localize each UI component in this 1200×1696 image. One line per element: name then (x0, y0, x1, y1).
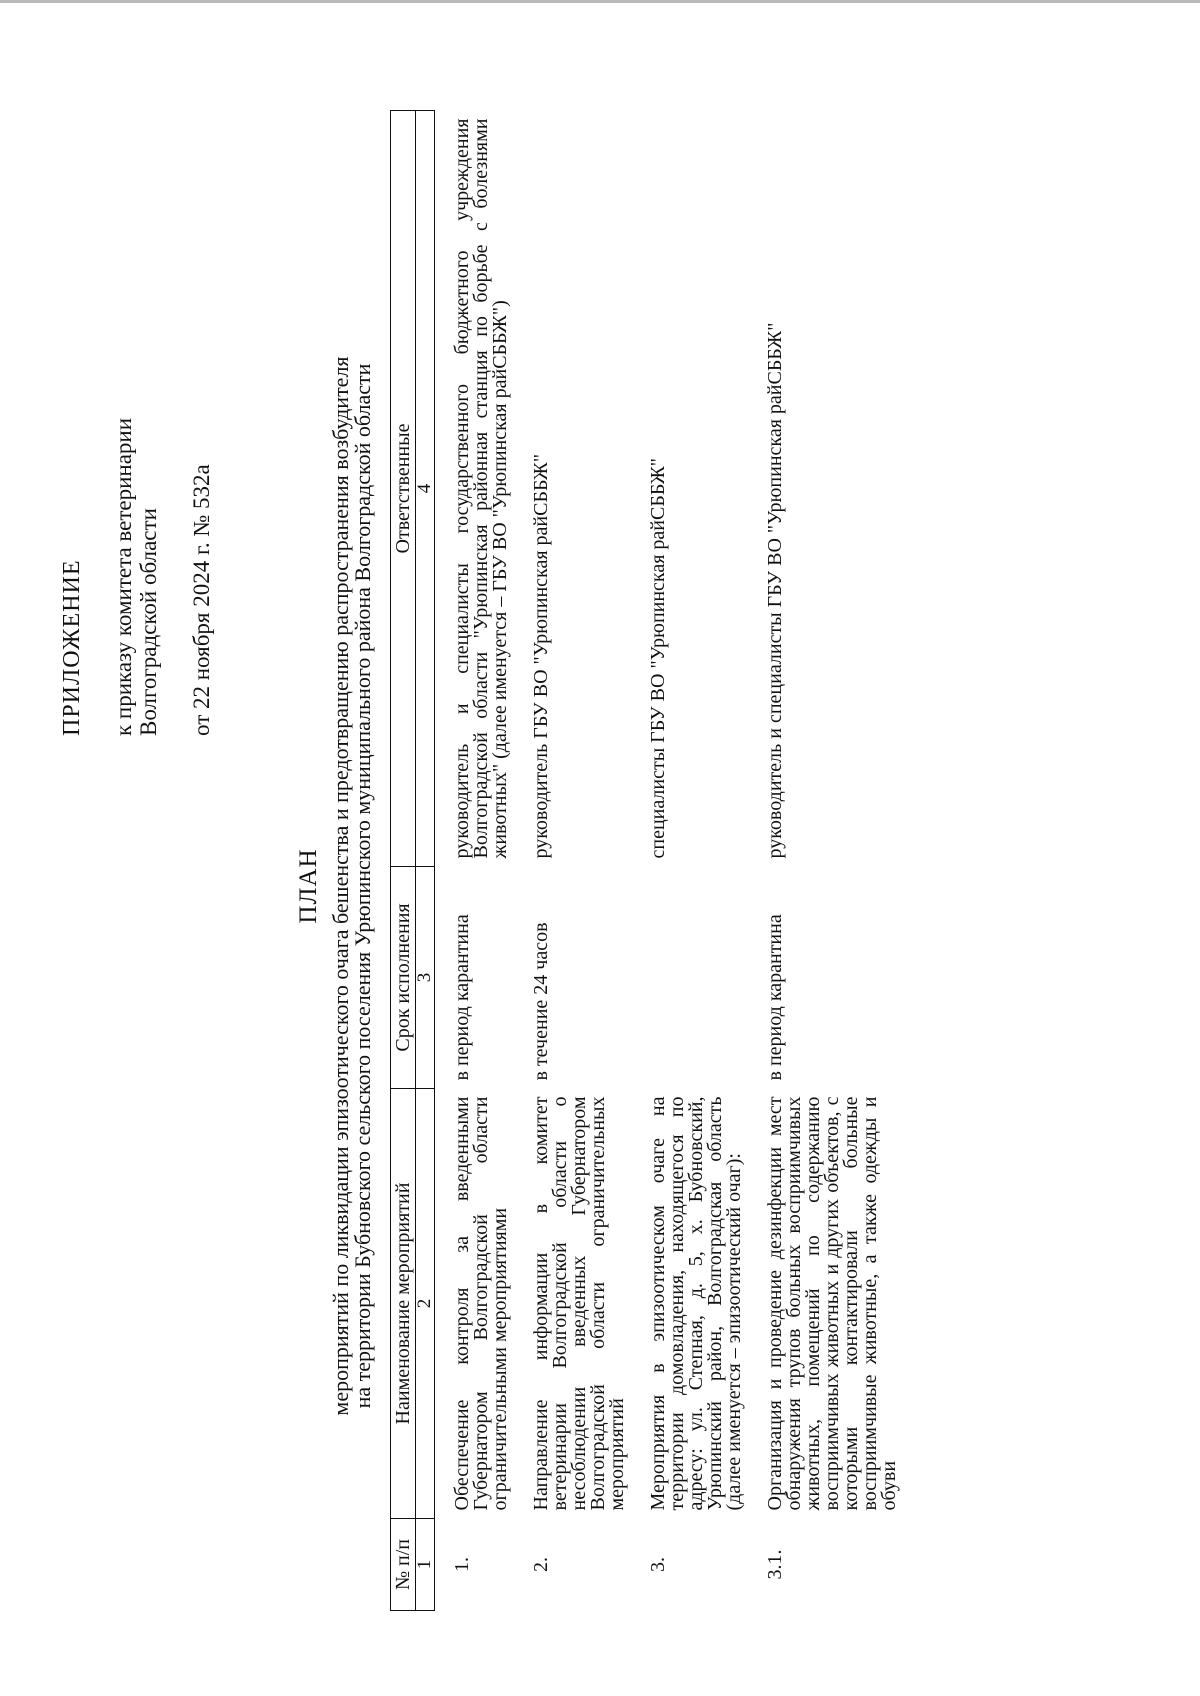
row-number: 3.1. (764, 1549, 786, 1580)
header-num: № п/п (391, 1519, 416, 1611)
column-number: 3 (416, 867, 435, 1089)
column-number: 2 (416, 1089, 435, 1519)
appendix-line-1: к приказу комитета ветеринарии (111, 417, 136, 736)
plan-title: ПЛАН (295, 848, 322, 924)
row-number: 3. (647, 1557, 669, 1572)
table-row (532, 111, 649, 1611)
row-name: Мероприятия в эпизоотическом очаге на территории домовладения, находящегося по адресу: ул. Степная, д. 5, х. Бубновский, Урюпинский район, Волгоградская область (далее именуется – эпизоотический очаг): (647, 1096, 745, 1511)
scan-edge (0, 0, 1200, 3)
plan-subtitle-line-1: мероприятий по ликвидации эпизоотического очага бешенства и предотвращению распространения возбудителя (328, 356, 353, 1416)
table-header-row (391, 111, 416, 1611)
row-number: 1. (451, 1557, 473, 1572)
row-name: Обеспечение контроля за введенными Губернатором Волгоградской области ограничительными мероприятиями (451, 1096, 511, 1511)
row-number: 2. (530, 1557, 552, 1572)
plan-subtitle-line-2: на территории Бубновского сельского поселения Урюпинского муниципального района Волгоградской области (350, 363, 375, 1409)
row-term: в течение 24 часов (530, 922, 552, 1081)
row-responsible: специалисты ГБУ ВО "Урюпинская райСББЖ" (647, 458, 669, 859)
row-term: в период карантина (764, 914, 786, 1081)
header-name: Наименование мероприятий (391, 1089, 416, 1519)
rotated-sheet (0, 76, 1060, 1696)
table-row (453, 111, 532, 1611)
table-row (766, 111, 921, 1611)
column-number: 4 (416, 111, 435, 867)
header-term: Срок исполнения (391, 867, 416, 1089)
row-term: в период карантина (451, 914, 473, 1081)
appendix-heading: ПРИЛОЖЕНИЕ (59, 559, 85, 736)
appendix-block (60, 176, 214, 736)
row-term (649, 867, 766, 1089)
row-responsible: руководитель ГБУ ВО "Урюпинская райСББЖ" (530, 453, 552, 859)
table-row (649, 111, 766, 1611)
header-resp: Ответственные (391, 111, 416, 867)
column-number: 1 (416, 1519, 435, 1611)
plan-subtitle (330, 116, 374, 1656)
row-name: Направление информации в комитет ветеринарии Волгоградской области о несоблюдении введенных Губернатором Волгоградской области ограничительных мероприятий (530, 1096, 628, 1511)
row-responsible: руководитель и специалисты ГБУ ВО "Урюпинская райСББЖ" (764, 322, 786, 859)
row-responsible: руководитель и специалисты государственного бюджетного учреждения Волгоградской области "Урюпинская районная станция по борьбе с болезнями животных" (далее именуется – ГБУ ВО "Урюпинская райСББЖ") (451, 118, 511, 859)
appendix-line-2: Волгоградской области (136, 508, 161, 736)
column-number-row (416, 111, 435, 1611)
row-name: Организация и проведение дезинфекции мест обнаружения трупов больных восприимчивых животных, помещений по содержанию восприимчивых животных и других объектов, с которыми контактировали больные восприимчивые животные, а также одежды и обуви (764, 1096, 900, 1511)
plan-table (390, 110, 921, 1611)
appendix-date: от 22 ноября 2024 г. № 532а (189, 464, 214, 736)
